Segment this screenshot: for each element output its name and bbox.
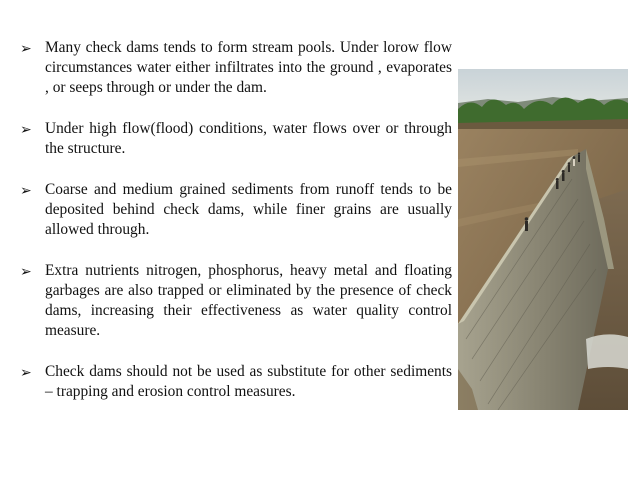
arrow-bullet-icon: ➢ — [20, 365, 32, 381]
bullet-item — [20, 261, 452, 341]
arrow-bullet-icon: ➢ — [20, 264, 32, 280]
arrow-bullet-icon: ➢ — [20, 122, 32, 138]
bullet-text: Many check dams tends to form stream pools. Under lorow flow circumstances water either infiltrates into the ground , evaporates , or seeps through or under the dam. — [45, 39, 452, 96]
spillway-foam — [586, 334, 628, 369]
bullet-item — [20, 38, 452, 98]
check-dam-photo — [458, 69, 628, 410]
bullet-list — [20, 38, 452, 423]
check-dam-illustration — [458, 69, 628, 410]
bullet-text: Extra nutrients nitrogen, phosphorus, heavy metal and floating garbages are also trapped or eliminated by the presence of check dams, increasing their effectiveness as water quality control measure. — [45, 262, 452, 339]
bullet-item — [20, 180, 452, 240]
arrow-bullet-icon: ➢ — [20, 183, 32, 199]
bullet-text: Under high flow(flood) conditions, water flows over or through the structure. — [45, 120, 452, 157]
arrow-bullet-icon: ➢ — [20, 41, 32, 57]
bullet-item — [20, 362, 452, 402]
bullet-text: Check dams should not be used as substitute for other sediments – trapping and erosion control measures. — [45, 363, 452, 400]
bullet-item — [20, 119, 452, 159]
bullet-text: Coarse and medium grained sediments from runoff tends to be deposited behind check dams, while finer grains are usually allowed through. — [45, 181, 452, 238]
